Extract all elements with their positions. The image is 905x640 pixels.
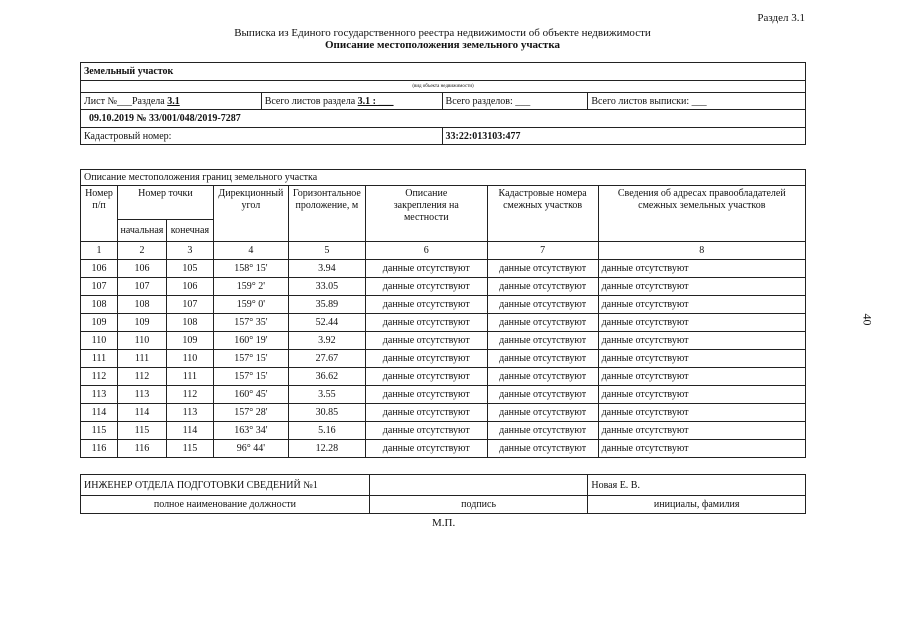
col-number: 7 bbox=[487, 242, 598, 260]
position-caption: полное наименование должности bbox=[81, 496, 370, 514]
row-owners: данные отсутствуют bbox=[598, 278, 805, 296]
header-fixing: Описание закрепления на местности bbox=[365, 186, 487, 242]
row-adjacent: данные отсутствуют bbox=[487, 278, 598, 296]
row-adjacent: данные отсутствуют bbox=[487, 368, 598, 386]
row-end-point: 109 bbox=[166, 332, 213, 350]
row-start-point: 106 bbox=[117, 260, 166, 278]
row-fixing: данные отсутствуют bbox=[365, 386, 487, 404]
row-length: 33.05 bbox=[288, 278, 365, 296]
row-start-point: 110 bbox=[117, 332, 166, 350]
header-table bbox=[80, 62, 806, 145]
row-angle: 163° 34' bbox=[213, 422, 288, 440]
row-adjacent: данные отсутствуют bbox=[487, 440, 598, 458]
section-label: Раздел 3.1 bbox=[757, 12, 805, 24]
col-number: 4 bbox=[213, 242, 288, 260]
row-angle: 159° 2' bbox=[213, 278, 288, 296]
row-number: 108 bbox=[81, 296, 118, 314]
total-section-sheets-cell bbox=[261, 93, 442, 110]
row-adjacent: данные отсутствуют bbox=[487, 422, 598, 440]
row-number: 109 bbox=[81, 314, 118, 332]
col-number: 6 bbox=[365, 242, 487, 260]
row-length: 36.62 bbox=[288, 368, 365, 386]
row-end-point: 113 bbox=[166, 404, 213, 422]
row-length: 3.55 bbox=[288, 386, 365, 404]
row-length: 5.16 bbox=[288, 422, 365, 440]
sheet-prefix: Лист №___Раздела bbox=[84, 95, 168, 107]
row-start-point: 109 bbox=[117, 314, 166, 332]
row-number: 107 bbox=[81, 278, 118, 296]
row-owners: данные отсутствуют bbox=[598, 260, 805, 278]
row-start-point: 111 bbox=[117, 350, 166, 368]
col-number: 2 bbox=[117, 242, 166, 260]
signer-position: ИНЖЕНЕР ОТДЕЛА ПОДГОТОВКИ СВЕДЕНИЙ №1 bbox=[81, 475, 370, 496]
row-adjacent: данные отсутствуют bbox=[487, 386, 598, 404]
row-end-point: 112 bbox=[166, 386, 213, 404]
row-number: 111 bbox=[81, 350, 118, 368]
col-number: 1 bbox=[81, 242, 118, 260]
row-fixing: данные отсутствуют bbox=[365, 404, 487, 422]
document-subtitle: Описание местоположения земельного участка bbox=[324, 39, 561, 51]
row-fixing: данные отсутствуют bbox=[365, 314, 487, 332]
col-number: 5 bbox=[288, 242, 365, 260]
row-owners: данные отсутствуют bbox=[598, 422, 805, 440]
row-length: 30.85 bbox=[288, 404, 365, 422]
table-row bbox=[81, 332, 806, 350]
row-angle: 160° 19' bbox=[213, 332, 288, 350]
row-adjacent: данные отсутствуют bbox=[487, 404, 598, 422]
stamp-place: М.П. bbox=[432, 517, 456, 529]
cadastral-value: 33:22:013103:477 bbox=[442, 128, 805, 145]
row-number: 114 bbox=[81, 404, 118, 422]
row-number: 116 bbox=[81, 440, 118, 458]
row-fixing: данные отсутствуют bbox=[365, 422, 487, 440]
total-section-sheets-prefix: Всего листов раздела bbox=[264, 95, 358, 107]
row-angle: 157° 15' bbox=[213, 350, 288, 368]
row-angle: 160° 45' bbox=[213, 386, 288, 404]
header-adjacent: Кадастровые номера смежных участков bbox=[487, 186, 598, 242]
table-row bbox=[81, 404, 806, 422]
row-start-point: 112 bbox=[117, 368, 166, 386]
table-row bbox=[81, 440, 806, 458]
header-angle: Дирекционный угол bbox=[213, 186, 288, 242]
signature-table bbox=[80, 474, 806, 514]
boundaries-caption: Описание местоположения границ земельного участка bbox=[81, 170, 806, 186]
row-owners: данные отсутствуют bbox=[598, 368, 805, 386]
row-number: 115 bbox=[81, 422, 118, 440]
row-number: 112 bbox=[81, 368, 118, 386]
table-row bbox=[81, 314, 806, 332]
row-owners: данные отсутствуют bbox=[598, 332, 805, 350]
row-length: 27.67 bbox=[288, 350, 365, 368]
row-angle: 157° 35' bbox=[213, 314, 288, 332]
side-page-number: 40 bbox=[860, 313, 875, 326]
table-row bbox=[81, 350, 806, 368]
header-owners: Сведения об адресах правообладателей смежных земельных участков bbox=[598, 186, 805, 242]
boundaries-table bbox=[80, 169, 806, 458]
sheet-number-cell bbox=[81, 93, 262, 110]
row-fixing: данные отсутствуют bbox=[365, 278, 487, 296]
row-adjacent: данные отсутствуют bbox=[487, 296, 598, 314]
table-row bbox=[81, 386, 806, 404]
table-row bbox=[81, 422, 806, 440]
row-start-point: 108 bbox=[117, 296, 166, 314]
row-owners: данные отсутствуют bbox=[598, 404, 805, 422]
row-adjacent: данные отсутствуют bbox=[487, 260, 598, 278]
row-fixing: данные отсутствуют bbox=[365, 332, 487, 350]
table-row bbox=[81, 278, 806, 296]
signature-field bbox=[369, 475, 587, 496]
row-fixing: данные отсутствуют bbox=[365, 368, 487, 386]
table-row bbox=[81, 260, 806, 278]
row-angle: 96° 44' bbox=[213, 440, 288, 458]
row-angle: 159° 0' bbox=[213, 296, 288, 314]
row-owners: данные отсутствуют bbox=[598, 350, 805, 368]
row-end-point: 105 bbox=[166, 260, 213, 278]
row-start-point: 114 bbox=[117, 404, 166, 422]
row-length: 3.92 bbox=[288, 332, 365, 350]
row-fixing: данные отсутствуют bbox=[365, 260, 487, 278]
name-caption: инициалы, фамилия bbox=[588, 496, 806, 514]
header-end: конечная bbox=[166, 220, 213, 242]
row-adjacent: данные отсутствуют bbox=[487, 350, 598, 368]
row-adjacent: данные отсутствуют bbox=[487, 314, 598, 332]
object-type-caption: (вид объекта недвижимости) bbox=[81, 81, 806, 93]
row-owners: данные отсутствуют bbox=[598, 386, 805, 404]
object-type: Земельный участок bbox=[81, 63, 806, 81]
col-number: 8 bbox=[598, 242, 805, 260]
row-start-point: 115 bbox=[117, 422, 166, 440]
row-start-point: 107 bbox=[117, 278, 166, 296]
row-number: 113 bbox=[81, 386, 118, 404]
row-start-point: 116 bbox=[117, 440, 166, 458]
col-number: 3 bbox=[166, 242, 213, 260]
row-angle: 158° 15' bbox=[213, 260, 288, 278]
date-number: 09.10.2019 № 33/001/048/2019-7287 bbox=[81, 110, 806, 128]
header-length: Горизонтальное проложение, м bbox=[288, 186, 365, 242]
table-row bbox=[81, 296, 806, 314]
row-number: 110 bbox=[81, 332, 118, 350]
row-end-point: 107 bbox=[166, 296, 213, 314]
total-extract-sheets: Всего листов выписки: ___ bbox=[588, 93, 806, 110]
row-length: 35.89 bbox=[288, 296, 365, 314]
header-point-no: Номер точки bbox=[117, 186, 213, 220]
row-length: 52.44 bbox=[288, 314, 365, 332]
row-fixing: данные отсутствуют bbox=[365, 296, 487, 314]
row-end-point: 110 bbox=[166, 350, 213, 368]
row-end-point: 114 bbox=[166, 422, 213, 440]
row-adjacent: данные отсутствуют bbox=[487, 332, 598, 350]
total-section-sheets-value: 3.1 : ___ bbox=[357, 95, 394, 107]
document-title: Выписка из Единого государственного реестра недвижимости об объекте недвижимости bbox=[234, 27, 651, 39]
sheet-section-no: 3.1 bbox=[167, 95, 180, 107]
row-length: 3.94 bbox=[288, 260, 365, 278]
row-end-point: 111 bbox=[166, 368, 213, 386]
table-row bbox=[81, 368, 806, 386]
header-start: начальная bbox=[117, 220, 166, 242]
row-owners: данные отсутствуют bbox=[598, 440, 805, 458]
row-fixing: данные отсутствуют bbox=[365, 350, 487, 368]
header-num: Номер п/п bbox=[81, 186, 118, 242]
row-owners: данные отсутствуют bbox=[598, 314, 805, 332]
row-owners: данные отсутствуют bbox=[598, 296, 805, 314]
row-fixing: данные отсутствуют bbox=[365, 440, 487, 458]
row-angle: 157° 15' bbox=[213, 368, 288, 386]
total-sections: Всего разделов: ___ bbox=[442, 93, 588, 110]
cadastral-label: Кадастровый номер: bbox=[81, 128, 443, 145]
row-angle: 157° 28' bbox=[213, 404, 288, 422]
row-end-point: 108 bbox=[166, 314, 213, 332]
row-end-point: 115 bbox=[166, 440, 213, 458]
row-number: 106 bbox=[81, 260, 118, 278]
signer-name: Новая Е. В. bbox=[588, 475, 806, 496]
row-length: 12.28 bbox=[288, 440, 365, 458]
row-start-point: 113 bbox=[117, 386, 166, 404]
signature-caption: подпись bbox=[369, 496, 587, 514]
row-end-point: 106 bbox=[166, 278, 213, 296]
